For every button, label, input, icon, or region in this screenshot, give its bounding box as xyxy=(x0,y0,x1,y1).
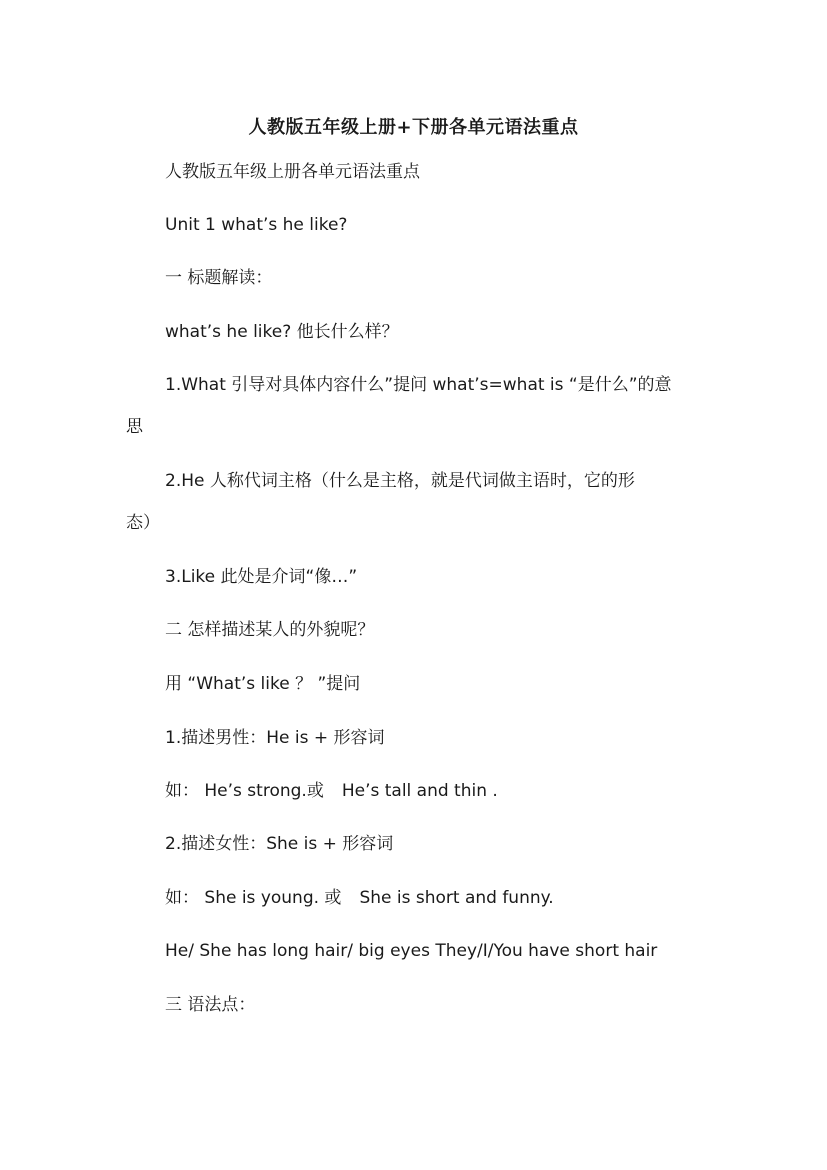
example-text: 如： She is young. 或 xyxy=(165,888,342,908)
section-heading: 人教版五年级上册各单元语法重点 xyxy=(165,162,420,182)
paragraph-line: 3.Like 此处是介词“像…” xyxy=(165,567,358,587)
paragraph-line: 2.描述女性：She is + 形容词 xyxy=(165,834,394,854)
paragraph-line: 用 “What’s like ？ ”提问 xyxy=(165,674,361,694)
paragraph-line: He/ She has long hair/ big eyes They/I/You have short hair xyxy=(165,941,658,961)
paragraph-line-continued: 思 xyxy=(126,417,143,437)
paragraph-line: 1.描述男性：He is + 形容词 xyxy=(165,728,385,748)
example-text: 如： He’s strong.或 xyxy=(165,781,324,801)
paragraph-line-continued: 态） xyxy=(126,513,160,533)
example-line xyxy=(165,781,498,801)
document-title: 人教版五年级上册+下册各单元语法重点 xyxy=(248,117,579,138)
subsection-heading: 三 语法点： xyxy=(165,995,256,1015)
example-text: He’s tall and thin . xyxy=(341,781,498,801)
subsection-heading: 二 怎样描述某人的外貌呢？ xyxy=(165,620,375,640)
paragraph-line: what’s he like? 他长什么样？ xyxy=(165,322,399,342)
paragraph-line: 1.What 引导对具体内容什么”提问 what’s=what is “是什么”的意 xyxy=(165,375,672,395)
example-line xyxy=(165,888,554,908)
unit-heading: Unit 1 what’s he like? xyxy=(165,215,348,235)
subsection-heading: 一 标题解读： xyxy=(165,268,273,288)
paragraph-line: 2.He 人称代词主格（什么是主格，就是代词做主语时，它的形 xyxy=(165,471,635,491)
example-text: She is short and funny. xyxy=(359,888,554,908)
